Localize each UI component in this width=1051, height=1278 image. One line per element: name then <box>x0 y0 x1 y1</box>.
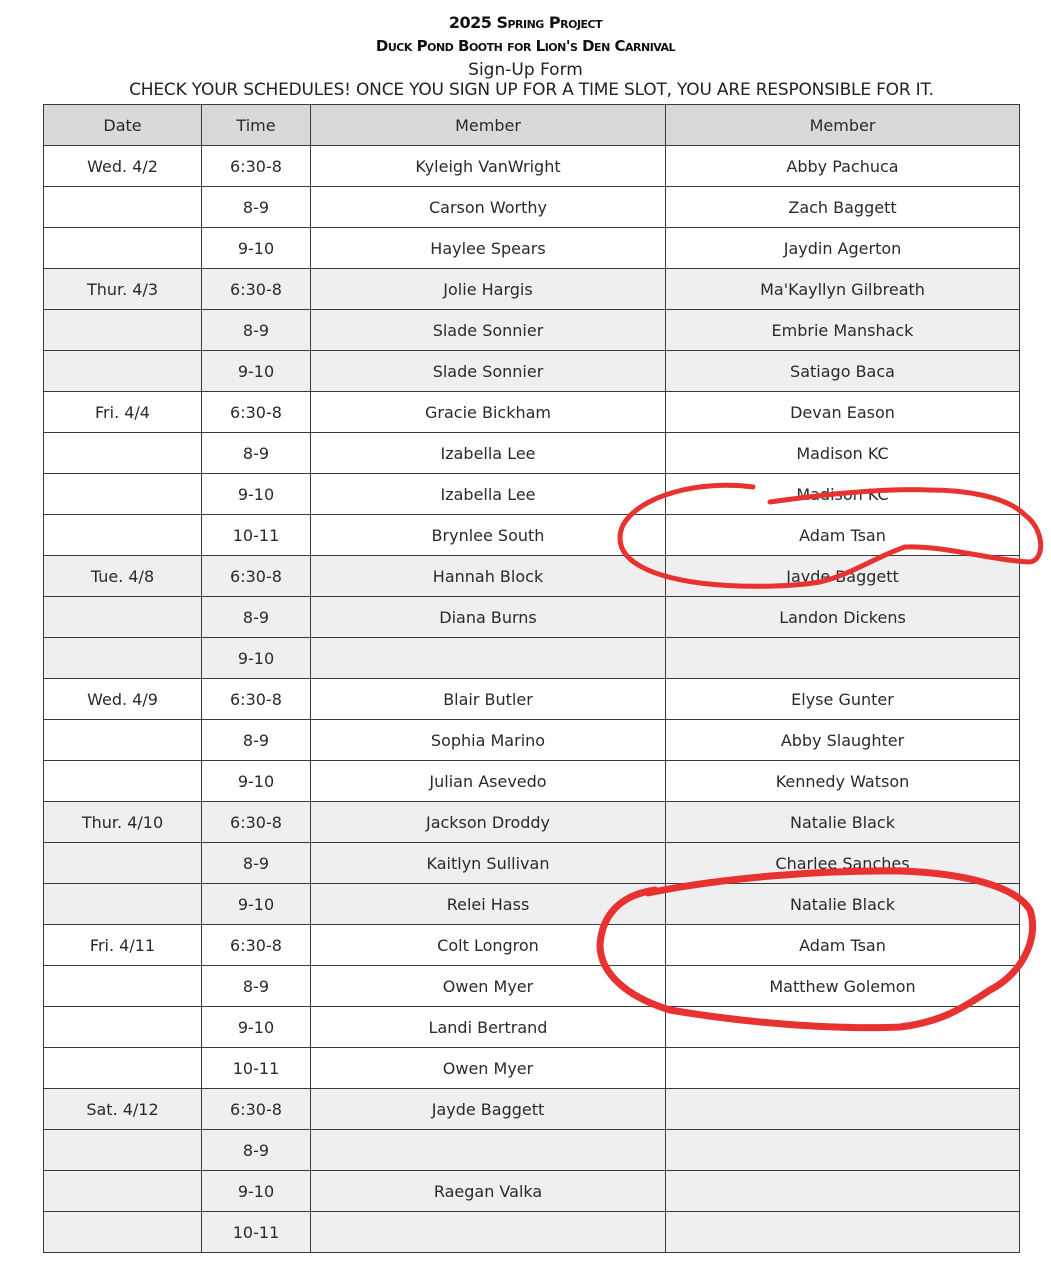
member-cell: Landi Bertrand <box>311 1007 666 1048</box>
member-cell: Natalie Black <box>666 802 1020 843</box>
time-cell: 6:30-8 <box>202 556 311 597</box>
date-cell: Wed. 4/9 <box>44 679 202 720</box>
member-cell: Jayde Baggett <box>311 1089 666 1130</box>
table-row <box>44 228 1020 269</box>
time-cell: 8-9 <box>202 966 311 1007</box>
time-cell: 8-9 <box>202 843 311 884</box>
date-cell <box>44 515 202 556</box>
member-cell <box>666 638 1020 679</box>
date-cell: Fri. 4/4 <box>44 392 202 433</box>
table-row <box>44 761 1020 802</box>
table-row <box>44 597 1020 638</box>
member-cell: Charlee Sanches <box>666 843 1020 884</box>
schedule-warning: CHECK YOUR SCHEDULES! ONCE YOU SIGN UP FOR A TIME SLOT, YOU ARE RESPONSIBLE FOR IT. <box>129 80 934 100</box>
date-cell: Thur. 4/3 <box>44 269 202 310</box>
table-row <box>44 269 1020 310</box>
date-cell: Thur. 4/10 <box>44 802 202 843</box>
time-cell: 6:30-8 <box>202 392 311 433</box>
time-cell: 10-11 <box>202 1212 311 1253</box>
member-cell: Sophia Marino <box>311 720 666 761</box>
member-cell: Julian Asevedo <box>311 761 666 802</box>
table-row <box>44 392 1020 433</box>
date-cell <box>44 720 202 761</box>
member-cell: Madison KC <box>666 433 1020 474</box>
member-cell: Kennedy Watson <box>666 761 1020 802</box>
time-cell: 9-10 <box>202 351 311 392</box>
time-cell: 6:30-8 <box>202 269 311 310</box>
time-cell: 6:30-8 <box>202 802 311 843</box>
date-cell <box>44 310 202 351</box>
member-cell: Landon Dickens <box>666 597 1020 638</box>
date-cell <box>44 1171 202 1212</box>
member-cell: Brynlee South <box>311 515 666 556</box>
table-row <box>44 925 1020 966</box>
member-cell <box>666 1007 1020 1048</box>
time-cell: 6:30-8 <box>202 146 311 187</box>
member-cell: Gracie Bickham <box>311 392 666 433</box>
project-title: 2025 Spring Project <box>448 13 603 32</box>
date-cell <box>44 351 202 392</box>
member-cell <box>666 1048 1020 1089</box>
member-cell: Jackson Droddy <box>311 802 666 843</box>
member-cell: Izabella Lee <box>311 474 666 515</box>
date-cell <box>44 884 202 925</box>
date-cell <box>44 433 202 474</box>
table-row <box>44 515 1020 556</box>
time-column-header: Time <box>202 105 311 146</box>
member-cell: Kaitlyn Sullivan <box>311 843 666 884</box>
time-cell: 8-9 <box>202 720 311 761</box>
member-cell: Madison KC <box>666 474 1020 515</box>
date-cell: Fri. 4/11 <box>44 925 202 966</box>
time-cell: 10-11 <box>202 1048 311 1089</box>
date-cell <box>44 1212 202 1253</box>
member-cell <box>666 1130 1020 1171</box>
time-cell: 6:30-8 <box>202 679 311 720</box>
member-cell: Owen Myer <box>311 966 666 1007</box>
member-cell: Owen Myer <box>311 1048 666 1089</box>
time-cell: 9-10 <box>202 1007 311 1048</box>
member-cell <box>311 1212 666 1253</box>
table-row <box>44 433 1020 474</box>
date-cell <box>44 966 202 1007</box>
table-row <box>44 1212 1020 1253</box>
member-cell: Haylee Spears <box>311 228 666 269</box>
member-cell: Relei Hass <box>311 884 666 925</box>
booth-title: Duck Pond Booth for Lion's Den Carnival <box>375 37 676 55</box>
signup-table <box>43 104 1020 1253</box>
table-row <box>44 884 1020 925</box>
table-row <box>44 679 1020 720</box>
time-cell: 9-10 <box>202 638 311 679</box>
table-row <box>44 720 1020 761</box>
member-cell: Diana Burns <box>311 597 666 638</box>
member-cell: Slade Sonnier <box>311 310 666 351</box>
time-cell: 8-9 <box>202 597 311 638</box>
table-row <box>44 1089 1020 1130</box>
member-cell: Matthew Golemon <box>666 966 1020 1007</box>
time-cell: 9-10 <box>202 1171 311 1212</box>
date-cell <box>44 761 202 802</box>
member-cell: Natalie Black <box>666 884 1020 925</box>
member-cell: Ma'Kayllyn Gilbreath <box>666 269 1020 310</box>
table-row <box>44 146 1020 187</box>
member-cell: Kyleigh VanWright <box>311 146 666 187</box>
member-cell: Jayde Baggett <box>666 556 1020 597</box>
member-cell <box>311 1130 666 1171</box>
member-cell <box>311 638 666 679</box>
time-cell: 9-10 <box>202 228 311 269</box>
member-cell: Carson Worthy <box>311 187 666 228</box>
member-column-header: Member <box>666 105 1020 146</box>
table-row <box>44 802 1020 843</box>
time-cell: 9-10 <box>202 761 311 802</box>
member-cell: Jolie Hargis <box>311 269 666 310</box>
member-cell: Raegan Valka <box>311 1171 666 1212</box>
member-cell: Izabella Lee <box>311 433 666 474</box>
time-cell: 8-9 <box>202 433 311 474</box>
table-row <box>44 1048 1020 1089</box>
member-cell <box>666 1212 1020 1253</box>
member-cell: Blair Butler <box>311 679 666 720</box>
date-cell: Wed. 4/2 <box>44 146 202 187</box>
time-cell: 6:30-8 <box>202 925 311 966</box>
table-row <box>44 966 1020 1007</box>
table-row <box>44 1130 1020 1171</box>
member-cell: Abby Pachuca <box>666 146 1020 187</box>
time-cell: 8-9 <box>202 1130 311 1171</box>
date-cell <box>44 597 202 638</box>
date-cell <box>44 1130 202 1171</box>
time-cell: 9-10 <box>202 474 311 515</box>
time-cell: 8-9 <box>202 187 311 228</box>
table-row <box>44 843 1020 884</box>
member-cell: Adam Tsan <box>666 925 1020 966</box>
date-cell <box>44 228 202 269</box>
member-cell: Hannah Block <box>311 556 666 597</box>
date-cell <box>44 1048 202 1089</box>
date-cell <box>44 1007 202 1048</box>
time-cell: 10-11 <box>202 515 311 556</box>
date-cell: Tue. 4/8 <box>44 556 202 597</box>
date-cell: Sat. 4/12 <box>44 1089 202 1130</box>
member-cell: Colt Longron <box>311 925 666 966</box>
table-row <box>44 556 1020 597</box>
date-cell <box>44 638 202 679</box>
table-row <box>44 638 1020 679</box>
member-cell: Devan Eason <box>666 392 1020 433</box>
time-cell: 6:30-8 <box>202 1089 311 1130</box>
time-cell: 9-10 <box>202 884 311 925</box>
form-subtitle: Sign-Up Form <box>468 60 583 80</box>
member-cell: Adam Tsan <box>666 515 1020 556</box>
table-row <box>44 474 1020 515</box>
member-cell: Satiago Baca <box>666 351 1020 392</box>
member-cell: Jaydin Agerton <box>666 228 1020 269</box>
member-cell <box>666 1171 1020 1212</box>
member-cell: Slade Sonnier <box>311 351 666 392</box>
date-column-header: Date <box>44 105 202 146</box>
member-cell <box>666 1089 1020 1130</box>
table-row <box>44 310 1020 351</box>
member-cell: Elyse Gunter <box>666 679 1020 720</box>
time-cell: 8-9 <box>202 310 311 351</box>
date-cell <box>44 187 202 228</box>
member-cell: Abby Slaughter <box>666 720 1020 761</box>
member-cell: Embrie Manshack <box>666 310 1020 351</box>
member-cell: Zach Baggett <box>666 187 1020 228</box>
member-column-header: Member <box>311 105 666 146</box>
date-cell <box>44 843 202 884</box>
table-row <box>44 1171 1020 1212</box>
table-row <box>44 1007 1020 1048</box>
date-cell <box>44 474 202 515</box>
table-row <box>44 187 1020 228</box>
table-row <box>44 351 1020 392</box>
header-row <box>44 105 1020 146</box>
